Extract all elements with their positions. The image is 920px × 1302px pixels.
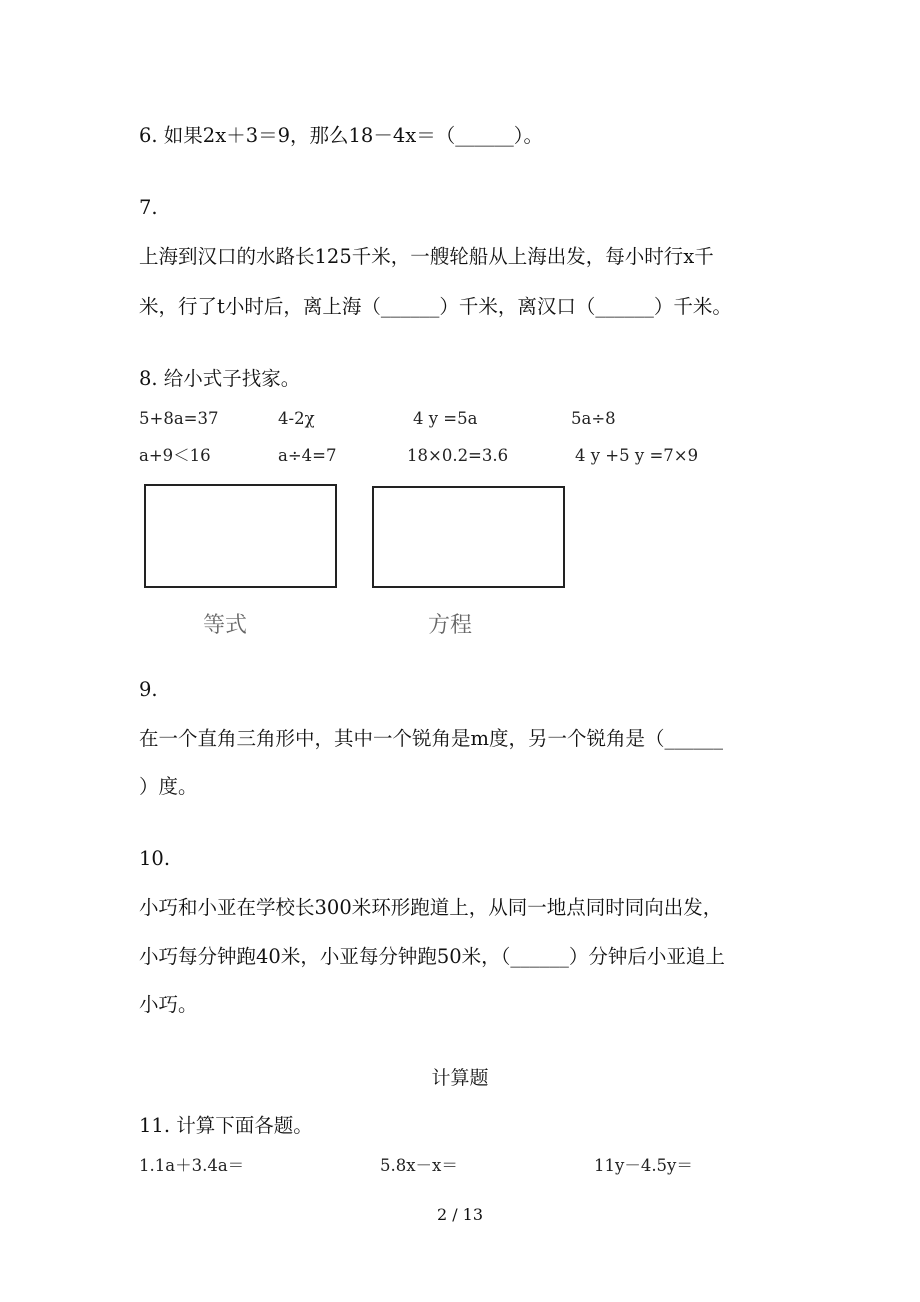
- question-10-number: 10.: [139, 847, 171, 870]
- expression: 5a÷8: [571, 409, 616, 428]
- expression: 18×0.2=3.6: [407, 446, 509, 465]
- equation-box: [144, 484, 337, 588]
- question-7-line-2: 米，行了t小时后，离上海（______）千米，离汉口（______）千米。: [139, 295, 732, 318]
- question-6: 6. 如果2x＋3＝9，那么18－4x＝（______）。: [139, 124, 543, 147]
- expression: 4-2χ: [278, 409, 315, 428]
- question-9-line-2: ）度。: [139, 775, 198, 798]
- calc-item: 11y－4.5y＝: [594, 1156, 693, 1175]
- calc-item: 5.8x－x＝: [380, 1156, 458, 1175]
- question-8-title: 8. 给小式子找家。: [139, 367, 301, 390]
- question-7-number: 7.: [139, 196, 158, 219]
- expression: 4 y =5a: [413, 409, 478, 428]
- page-number: 2 / 13: [436, 1205, 484, 1224]
- question-9-number: 9.: [139, 678, 158, 701]
- section-title: 计算题: [431, 1067, 489, 1089]
- box-label-equation: 等式: [203, 613, 248, 638]
- expression: 5+8a=37: [139, 409, 219, 428]
- calc-item: 1.1a＋3.4a＝: [139, 1156, 245, 1175]
- question-7-line-1: 上海到汉口的水路长125千米，一艘轮船从上海出发，每小时行x千: [139, 245, 714, 268]
- expression: a+9＜16: [139, 446, 211, 465]
- question-10-line-1: 小巧和小亚在学校长300米环形跑道上，从同一地点同时同向出发，: [139, 896, 723, 919]
- box-label-equation-with-unknown: 方程: [428, 613, 473, 638]
- equation-with-unknown-box: [372, 486, 565, 588]
- question-10-line-2: 小巧每分钟跑40米，小亚每分钟跑50米，（______）分钟后小亚追上: [139, 945, 725, 968]
- question-9-line-1: 在一个直角三角形中，其中一个锐角是m度，另一个锐角是（______: [139, 727, 723, 750]
- expression: a÷4=7: [278, 446, 337, 465]
- question-10-line-3: 小巧。: [139, 993, 198, 1016]
- question-11-title: 11. 计算下面各题。: [139, 1114, 313, 1137]
- expression: 4 y +5 y =7×9: [575, 446, 699, 465]
